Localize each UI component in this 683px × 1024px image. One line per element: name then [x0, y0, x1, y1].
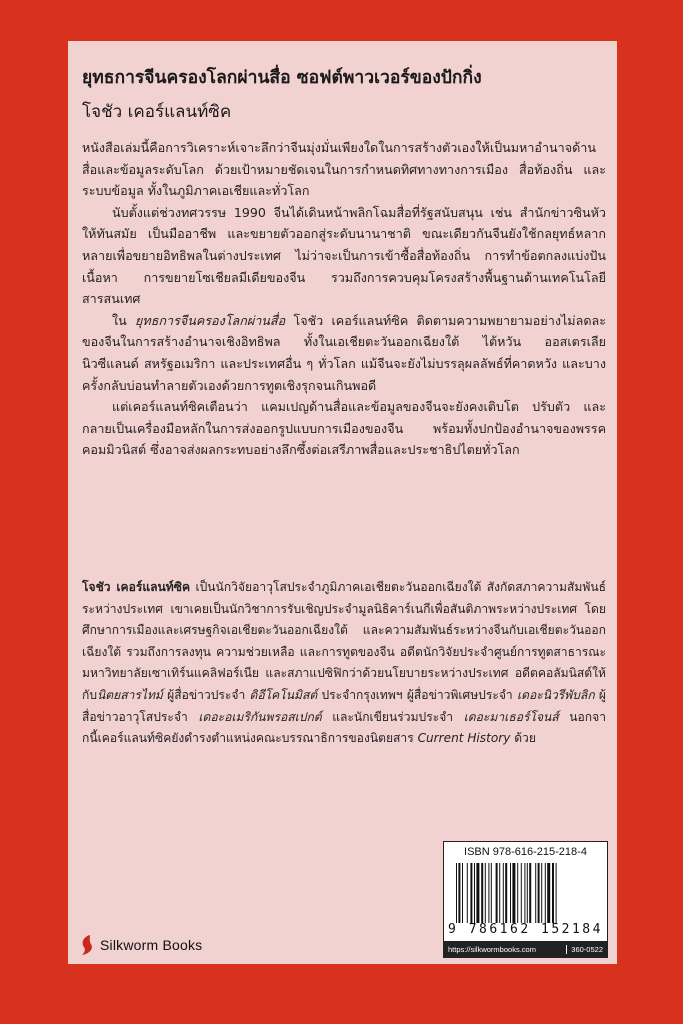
publication-name: ดิอีโคโนมิสต์ — [249, 687, 318, 702]
silkworm-logo-icon — [80, 934, 95, 956]
barcode — [456, 863, 597, 923]
bio-text: และนักเขียนร่วมประจำ — [321, 709, 464, 724]
book-title-italic: ยุทธการจีนครองโลกผ่านสื่อ — [135, 312, 286, 328]
synopsis-paragraph-2: นับตั้งแต่ช่วงทศวรรษ 1990 จีนได้เดินหน้าพลิกโฉมสื่อที่รัฐสนับสนุน เช่น สำนักข่าวซินหัว ให้ทันสมัย เป็นมืออาชีพ และขยายตัวออกสู่ระดับนานาชาติ ขณะเดียวกันจีนยังใช้กลยุทธ์หลากหลายเพื่อขยายอิทธิพลในต่างประเทศ ไม่ว่าจะเป็นการเข้าซื้อสื่อท้องถิ่น การทำข้อตกลงแบ่งปันเนื้อหา การขยายโซเชียลมีเดียของจีน รวมถึงการควบคุมโครงสร้างพื้นฐานด้านเทคโนโลยีสารสนเทศ — [82, 204, 606, 307]
synopsis — [82, 137, 606, 461]
bio-text: นอกจากนี้เคอร์แลนท์ซิคยังดำรงตำแหน่งคณะบรรณาธิการของนิตยสาร — [82, 709, 606, 746]
bio-text: ด้วย — [510, 731, 536, 746]
book-title: ยุทธการจีนครองโลกผ่านสื่อ ซอฟต์พาวเวอร์ของปักกิ่ง — [82, 68, 482, 88]
barcode-box — [443, 841, 608, 958]
bio-text: เป็นนักวิจัยอาวุโสประจำภูมิภาคเอเชียตะวันออกเฉียงใต้ สังกัดสภาความสัมพันธ์ระหว่างประเทศ เขาเคยเป็นนักวิชาการรับเชิญประจำมูลนิธิคาร์เนกีเพื่อสันติภาพระหว่างประเทศ โดยศึกษาการเมืองและเศรษฐกิจเอเชียตะวันออกเฉียงใต้ และความสัมพันธ์ระหว่างจีนกับเอเชียตะวันออกเฉียงใต้ รวมถึงการลงทุน ความช่วยเหลือ และการทูตของจีน อดีตนักวิจัยประจำศูนย์การทูตสาธารณะ มหาวิทยาลัยเซาเทิร์นแคลิฟอร์เนีย และสภาแปซิฟิกว่าด้วยนโยบายระหว่างประเทศ อดีตคอลัมนิสต์ให้กับ — [82, 580, 606, 702]
isbn-label: ISBN 978-616-215-218-4 — [464, 846, 587, 858]
barcode-digits: 9 786162 152184 — [448, 922, 603, 937]
publication-name: นิตยสารไทม์ — [97, 687, 163, 702]
paragraph-rest: โจชัว เคอร์แลนท์ซิค ติดตามความพยายามอย่างไม่ลดละของจีนในการสร้างอำนาจเชิงอิทธิพล ทั้งในเอเชียตะวันออกเฉียงใต้ ไต้หวัน ออสเตรเลีย นิวซีแลนด์ สหรัฐอเมริกา และประเทศอื่น ๆ ทั่วโลก แม้จีนจะยังไม่บรรลุผลลัพธ์ที่คาดหวัง และบางครั้งกลับบ่อนทำลายตัวเองด้วยการทูตเชิงรุกจนเกินพอดี — [82, 312, 606, 393]
publication-name: เดอะอเมริกันพรอสเปกต์ — [198, 709, 322, 724]
synopsis-paragraph-1: หนังสือเล่มนี้คือการวิเคราะห์เจาะลึกว่าจีนมุ่งมั่นเพียงใดในการสร้างตัวเองให้เป็นมหาอำนาจด้านสื่อและข้อมูลระดับโลก ด้วยเป้าหมายชัดเจนในการกำหนดทิศทางทางการเมือง สื่อท้องถิ่น และระบบข้อมูล ทั้งในภูมิภาคเอเชียและทั่วโลก — [82, 140, 606, 199]
synopsis-paragraph-4: แต่เคอร์แลนท์ซิคเตือนว่า แคมเปญด้านสื่อและข้อมูลของจีนจะยังคงเติบโต ปรับตัว และกลายเป็นเครื่องมือหลักในการส่งออกรูปแบบการเมืองของจีน พร้อมทั้งปกป้องอำนาจของพรรคคอมมิวนิสต์ ซึ่งอาจส่งผลกระทบอย่างลึกซึ้งต่อเสรีภาพสื่อและประชาธิปไตยทั่วโลก — [82, 399, 606, 458]
author-name: โจชัว เคอร์แลนท์ซิค — [82, 102, 232, 122]
bio-text: ประจำกรุงเทพฯ ผู้สื่อข่าวพิเศษประจำ — [317, 687, 517, 702]
publication-name: Current History — [417, 731, 511, 746]
bio-author-name: โจชัว เคอร์แลนท์ซิค — [82, 580, 191, 594]
author-bio — [82, 577, 606, 750]
publisher-logo — [80, 932, 202, 958]
publication-name: เดอะนิวรีพับลิก — [516, 687, 595, 702]
bio-text: ผู้สื่อข่าวประจำ — [162, 687, 250, 702]
bio-text: ผู้สื่อข่าวอาวุโสประจำ — [82, 687, 606, 724]
publisher-name: Silkworm Books — [100, 937, 203, 953]
website-url: https://silkwormbooks.com — [448, 944, 536, 954]
paragraph-lead: ใน — [112, 312, 136, 328]
author-bio-text — [82, 577, 606, 750]
barcode-footer — [444, 941, 607, 957]
publication-name: เดอะมาเธอร์โจนส์ — [463, 709, 559, 724]
price-code: 360-0522 — [566, 945, 607, 954]
synopsis-paragraph-3 — [82, 310, 606, 396]
back-cover-panel — [68, 41, 617, 964]
